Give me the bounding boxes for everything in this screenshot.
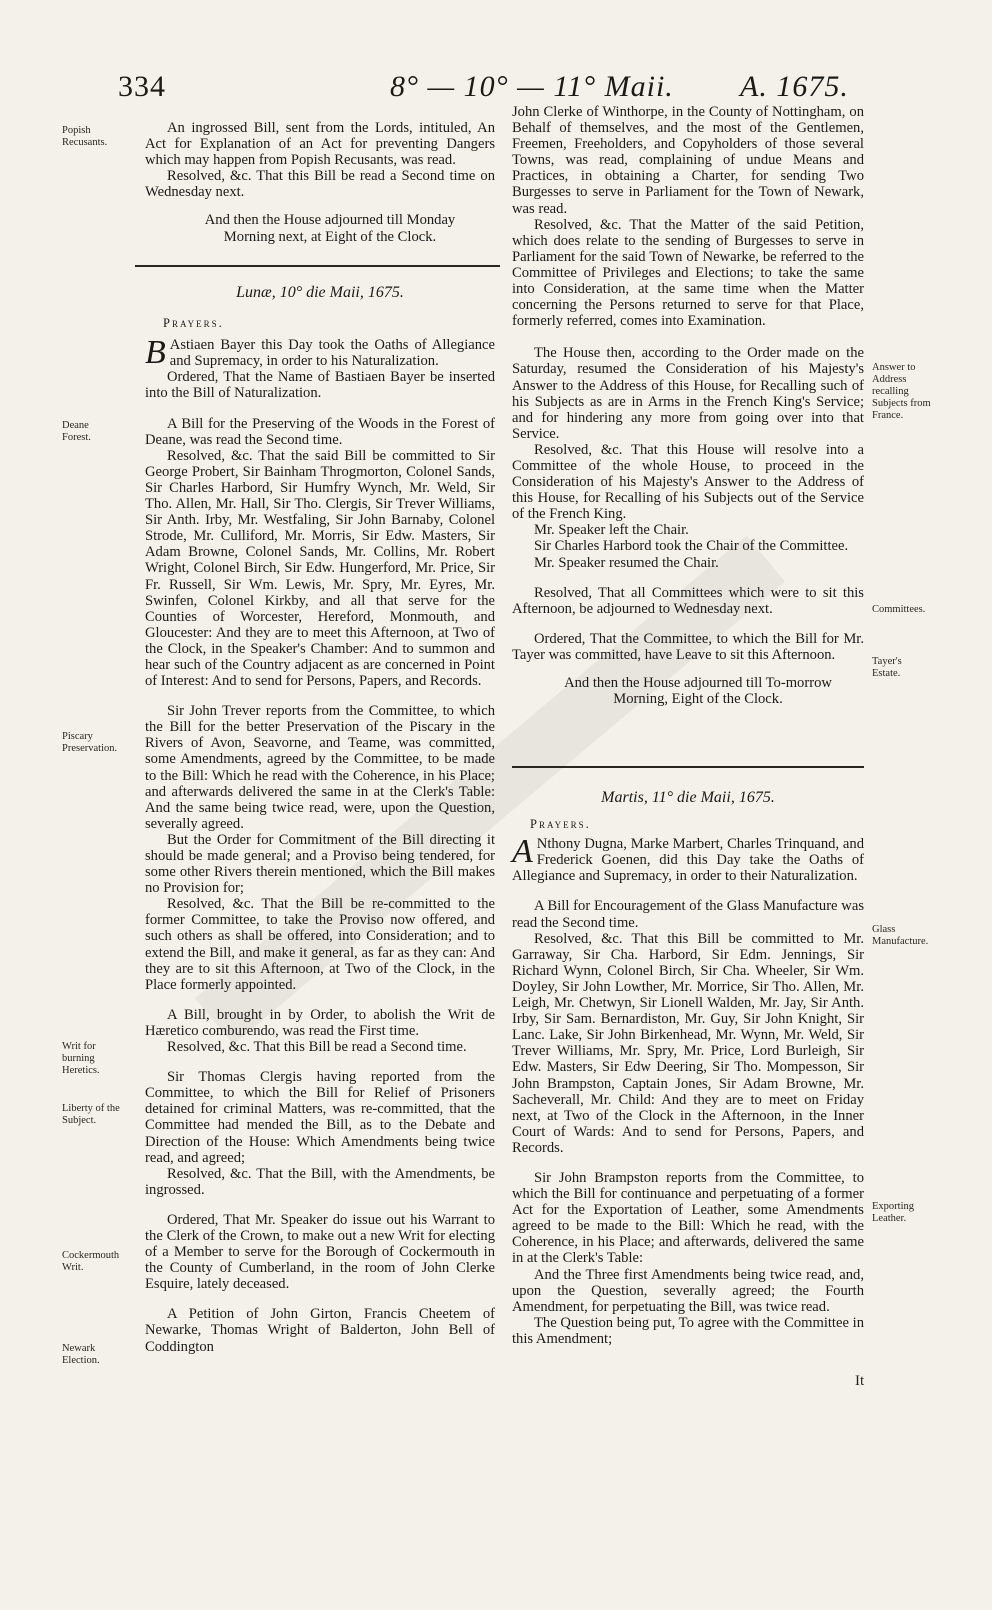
margin-note: Committees. (872, 604, 926, 615)
paragraph: John Clerke of Winthorpe, in the County of Nottingham, on Behalf of themselves, and the most of the Gentlemen, Freemen, Freeholders, and Copyholders of those several Towns, was read, complaining of undue Means and Practices, in obtaining a Charter, for sending Two Burgesses to serve in Parliament for the Town of Newark, was read. (512, 104, 864, 217)
catchword: It (855, 1373, 865, 1389)
paragraph: Resolved, &c. That this Bill be read a Second time. (167, 1039, 467, 1056)
prayers-heading: Prayers. (163, 316, 224, 331)
paragraph: A Bill, brought in by Order, to abolish the Writ de Hæretico comburendo, was read the First time. (145, 1006, 495, 1039)
paragraph: A Bill for the Preserving of the Woods in the Forest of Deane, was read the Second time. (145, 415, 495, 448)
margin-note: Tayer's Estate. (872, 656, 902, 679)
sitting-date: Lunæ, 10° die Maii, 1675. (236, 284, 404, 301)
margin-note: Cockermouth Writ. (62, 1250, 120, 1273)
drop-capital: A (512, 833, 533, 871)
paragraph: Astiaen Bayer this Day took the Oaths of Allegiance and Supremacy, in order to his Naturalization. (169, 337, 495, 370)
section-rule (512, 766, 864, 768)
prayers-heading: Prayers. (530, 817, 591, 832)
paragraph: Resolved, &c. That the Matter of the said Petition, which does relate to the sending of Burgesses to serve in Parliament for the said Town of Newarke, be referred to the Committee of Privileges and Elections; to take the same into Consideration, at the same time when the Matter concerning the Persons returned to serve for that Place, formerly referred, comes into Examination. (512, 216, 864, 330)
paragraph: A Petition of John Girton, Francis Cheetem of Newarke, Thomas Wright of Balderton, John Bell of Coddington (145, 1306, 495, 1355)
header-dates: 8° — 10° — 11° Maii. (390, 70, 674, 103)
margin-note: Popish Recusants. (62, 125, 108, 148)
paragraph: The Question being put, To agree with the Committee in this Amendment; (512, 1314, 864, 1347)
paragraph: And the Three first Amendments being twice read, and, upon the Question, severally agreed; the Fourth Amendment, for perpetuating the Bill, was twice read. (512, 1266, 864, 1315)
paragraph: Sir John Brampston reports from the Committee, to which the Bill for continuance and perpetuating of a former Act for the Exportation of Leather, some Amendments agreed to be made to the Bill: Which he read, with the Coherence, in his Place; and afterwards, delivered the same in at the Clerk's Table: (512, 1169, 864, 1267)
paragraph: Sir John Trever reports from the Committee, to which the Bill for the better Preservation of the Piscary in the Rivers of Avon, Seavorne, and Teame, was committed, some Amendments, agreed by the Committee, to be made to the Bill: Which he read with the Coherence, in his Place; and afterwards delivered the same in at the Clerk's Table: And the same being twice read, were, upon the Question, severally agreed. (145, 703, 495, 832)
paragraph: Sir Charles Harbord took the Chair of the Committee. (534, 538, 849, 555)
margin-note: Deane Forest. (62, 420, 91, 443)
paragraph: But the Order for Commitment of the Bill directing it should be made general; and a Proviso being tendered, for some other Rivers therein mentioned, which the Bill makes no Provision for; (145, 831, 495, 897)
margin-note: Glass Manufacture. (872, 924, 929, 947)
paragraph: Ordered, That the Name of Bastiaen Bayer be inserted into the Bill of Naturalization. (145, 369, 495, 402)
drop-capital: B (145, 334, 166, 372)
page-number: 334 (118, 70, 166, 103)
margin-note: Piscary Preservation. (62, 731, 118, 754)
adjournment: And then the House adjourned till To-morrow Morning, Eight of the Clock. (564, 675, 832, 708)
margin-note: Writ for burning Heretics. (62, 1041, 100, 1076)
margin-note: Answer to Address recalling Subjects from France. (872, 362, 931, 421)
paragraph: A Bill for Encouragement of the Glass Manufacture was read the Second time. (512, 898, 864, 931)
paragraph: Resolved, &c. That the Bill, with the Amendments, be ingrossed. (145, 1165, 495, 1198)
paragraph: An ingrossed Bill, sent from the Lords, intituled, An Act for Explanation of an Act for preventing Dangers which may happen from Popish Recusants, was read. (145, 120, 495, 169)
paragraph: Mr. Speaker left the Chair. (534, 522, 689, 539)
paragraph: Resolved, &c. That this House will resolve into a Committee of the whole House, to proceed in the Consideration of his Majesty's Answer to the Address of this House, for Recalling of his Subjects out of the Service of the French King. (512, 441, 864, 523)
left-column (145, 120, 495, 245)
margin-note: Exporting Leather. (872, 1201, 914, 1224)
left-column (145, 285, 495, 1355)
paragraph: Ordered, That Mr. Speaker do issue out his Warrant to the Clerk of the Crown, to make out a new Writ for electing of a Member to serve for the Borough of Cockermouth in the County of Cumberland, in the room of John Clerke Esquire, lately deceased. (145, 1211, 495, 1293)
right-column (512, 790, 864, 1347)
header-year: A. 1675. (740, 70, 849, 103)
paragraph: Resolved, That all Committees which were to sit this Afternoon, be adjourned to Wednesday next. (512, 584, 864, 617)
section-rule (135, 265, 500, 267)
paragraph: Resolved, &c. That the said Bill be committed to Sir George Probert, Sir Bainham Throgmorton, Colonel Sands, Sir Charles Harbord, Sir Humfry Wynch, Mr. Weld, Sir Tho. Allen, Mr. Hall, Sir Tho. Clergis, Sir Trever Williams, Sir Anth. Irby, Mr. Westfaling, Sir John Barnaby, Colonel Strode, Mr. Culliford, Mr. Morris, Sir Edw. Masters, Sir Adam Browne, Colonel Sands, Mr. Collins, Mr. Robert Wright, Colonel Birch, Sir Edw. Hungerford, Mr. Price, Sir Fr. Russell, Sir Wm. Lewis, Mr. Spry, Mr. Eyres, Mr. Swinfen, Colonel Kirkby, and all that serve for the Counties of Worcester, Hereford, Monmouth, and Gloucester: And they are to meet this Afternoon, at Two of the Clock, in the Speaker's Chamber: And to summon and hear such of the Country adjacent as are concerned in Point of Interest: And to send for Persons, Papers, and Records. (145, 447, 495, 690)
paragraph: Mr. Speaker resumed the Chair. (534, 554, 719, 571)
paragraph: Sir Thomas Clergis having reported from the Committee, to which the Bill for Relief of Prisoners detained for criminal Matters, was re-committed, that the Committee had mended the Bill, as to the Debate and Direction of the House: Which Amendments being twice read, and agreed; (145, 1069, 495, 1166)
paragraph: Ordered, That the Committee, to which the Bill for Mr. Tayer was committed, have Leave to sit this Afternoon. (512, 630, 864, 663)
margin-note: Newark Election. (62, 1343, 100, 1366)
sitting-date: Martis, 11° die Maii, 1675. (601, 789, 775, 806)
margin-note: Liberty of the Subject. (62, 1103, 120, 1126)
paragraph: Nthony Dugna, Marke Marbert, Charles Trinquand, and Frederick Goenen, did this Day take the Oaths of Allegiance and Supremacy, in order to their Naturalization. (512, 836, 864, 885)
paragraph: Resolved, &c. That this Bill be committed to Mr. Garraway, Sir Cha. Harbord, Sir Edm. Jennings, Sir Richard Wynn, Colonel Birch, Sir Cha. Wheeler, Sir Wm. Doyley, Sir John Lowther, Mr. Morrice, Sir Tho. Allen, Mr. Leigh, Mr. Chetwyn, Sir Lionell Walden, Mr. Jay, Sir Anth. Irby, Sir Sam. Bernardiston, Mr. Guy, Sir John Knight, Sir Lanc. Lake, Sir John Birkenhead, Mr. Wynn, Mr. Weld, Sir Trever Williams, Mr. Spry, Mr. Price, Lord Burleigh, Sir Edw. Masters, Sir Edw Deering, Sir Tho. Mompesson, Sir John Brampston, Captain Jones, Sir Adam Browne, Mr. Sacheverall, Mr. Child: And they are to meet on Friday next, at Two of the Clock in the Afternoon, in the Inner Court of Wards: And to send for Persons, Papers, and Records. (512, 930, 864, 1156)
paragraph: Resolved, &c. That this Bill be read a Second time on Wednesday next. (145, 168, 495, 201)
adjournment: And then the House adjourned till Monday Morning next, at Eight of the Clock. (204, 212, 456, 245)
paragraph: The House then, according to the Order made on the Saturday, resumed the Consideration of his Majesty's Answer to the Address of this House, for Recalling such of his Subjects as are in Arms in the French King's Service; and for hindering any more from going over into that Service. (512, 345, 864, 442)
paragraph: Resolved, &c. That the Bill be re-committed to the former Committee, to take the Proviso now offered, and such others as shall be offered, into Consideration; and to extend the Bill, and make it general, as far as they can: And they are to sit this Afternoon, at Two of the Clock, in the Place formerly appointed. (145, 896, 495, 993)
right-column (512, 104, 864, 707)
